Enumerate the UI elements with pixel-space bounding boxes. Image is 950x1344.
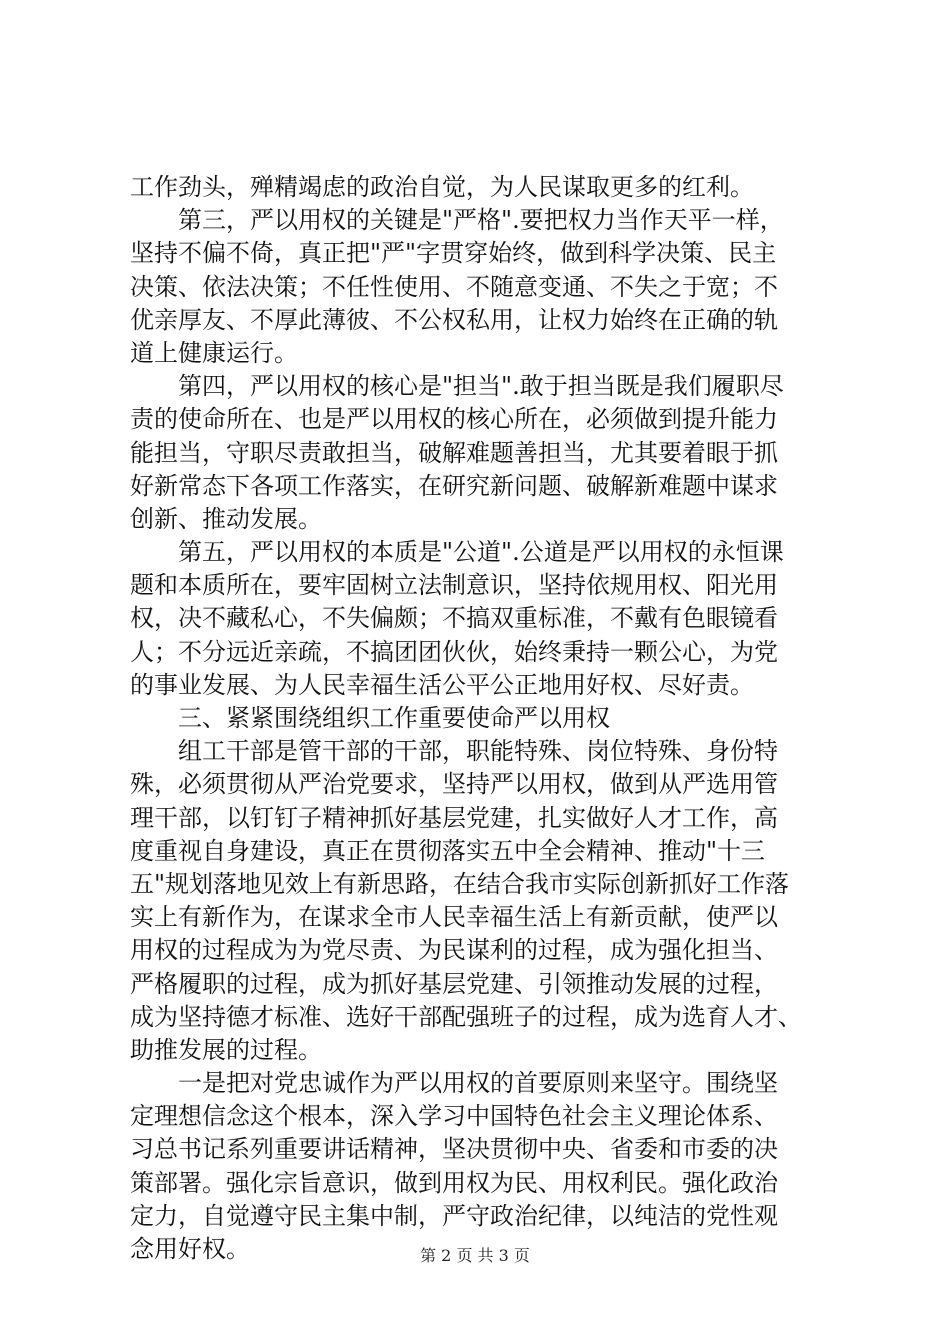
text-line: 人；不分远近亲疏，不搞团团伙伙，始终秉持一颗公心，为党 xyxy=(130,637,778,666)
text-line: 创新、推动发展。 xyxy=(130,504,322,533)
text-line: 一是把对党忠诚作为严以用权的首要原则来坚守。围绕坚 xyxy=(130,1069,778,1098)
text-line: 度重视自身建设，真正在贯彻落实五中全会精神、推动"十三 xyxy=(130,836,766,865)
text-line: 好新常态下各项工作落实，在研究新问题、破解新难题中谋求 xyxy=(130,471,778,500)
text-line: 五"规划落地见效上有新思路，在结合我市实际创新抓好工作落 xyxy=(130,869,790,898)
text-line: 策部署。强化宗旨意识，做到用权为民、用权利民。强化政治 xyxy=(130,1168,778,1197)
text-line: 组工干部是管干部的干部，职能特殊、岗位特殊、身份特 xyxy=(130,737,778,766)
text-line: 的事业发展、为人民幸福生活公平公正地用好权、尽好责。 xyxy=(130,670,754,699)
section-heading: 三、紧紧围绕组织工作重要使命严以用权 xyxy=(130,704,610,732)
text-line: 题和本质所在，要牢固树立法制意识，坚持依规用权、阳光用 xyxy=(130,571,778,600)
text-line: 殊，必须贯彻从严治党要求，坚持严以用权，做到从严选用管 xyxy=(130,770,778,799)
text-line: 实上有新作为，在谋求全市人民幸福生活上有新贡献，使严以 xyxy=(130,903,778,932)
text-line: 道上健康运行。 xyxy=(130,338,298,367)
text-line: 定理想信念这个根本，深入学习中国特色社会主义理论体系、 xyxy=(130,1102,778,1131)
text-line: 决策、依法决策；不任性使用、不随意变通、不失之于宽；不 xyxy=(130,272,778,301)
body-text xyxy=(130,171,850,1266)
text-line: 第三，严以用权的关键是"严格".要把权力当作天平一样， xyxy=(130,206,784,235)
text-line: 习总书记系列重要讲话精神，坚决贯彻中央、省委和市委的决 xyxy=(130,1135,778,1164)
text-line: 第四，严以用权的核心是"担当".敢于担当既是我们履职尽 xyxy=(130,372,784,401)
text-line: 念用好权。 xyxy=(130,1235,250,1263)
page-number-footer: 第 2 页 共 3 页 xyxy=(420,1246,530,1265)
text-line: 定力，自觉遵守民主集中制，严守政治纪律，以纯洁的党性观 xyxy=(130,1201,778,1230)
text-line: 助推发展的过程。 xyxy=(130,1035,322,1064)
text-line: 工作劲头，殚精竭虑的政治自觉，为人民谋取更多的红利。 xyxy=(130,173,754,201)
text-line: 优亲厚友、不厚此薄彼、不公权私用，让权力始终在正确的轨 xyxy=(130,305,778,334)
text-line: 责的使命所在、也是严以用权的核心所在，必须做到提升能力 xyxy=(130,405,778,434)
text-line: 权，决不藏私心，不失偏颇；不搞双重标准，不戴有色眼镜看 xyxy=(130,604,778,633)
text-line: 坚持不偏不倚，真正把"严"字贯穿始终，做到科学决策、民主 xyxy=(130,239,777,268)
text-line: 成为坚持德才标准、选好干部配强班子的过程，成为选育人才、 xyxy=(130,1002,802,1031)
text-line: 第五，严以用权的本质是"公道".公道是严以用权的永恒课 xyxy=(130,538,784,567)
text-line: 理干部，以钉钉子精神抓好基层党建，扎实做好人才工作，高 xyxy=(130,803,778,832)
text-line: 能担当，守职尽责敢担当，破解难题善担当，尤其要着眼于抓 xyxy=(130,438,778,467)
text-line: 严格履职的过程，成为抓好基层党建、引领推动发展的过程， xyxy=(130,969,778,998)
text-line: 用权的过程成为为党尽责、为民谋利的过程，成为强化担当、 xyxy=(130,936,778,965)
